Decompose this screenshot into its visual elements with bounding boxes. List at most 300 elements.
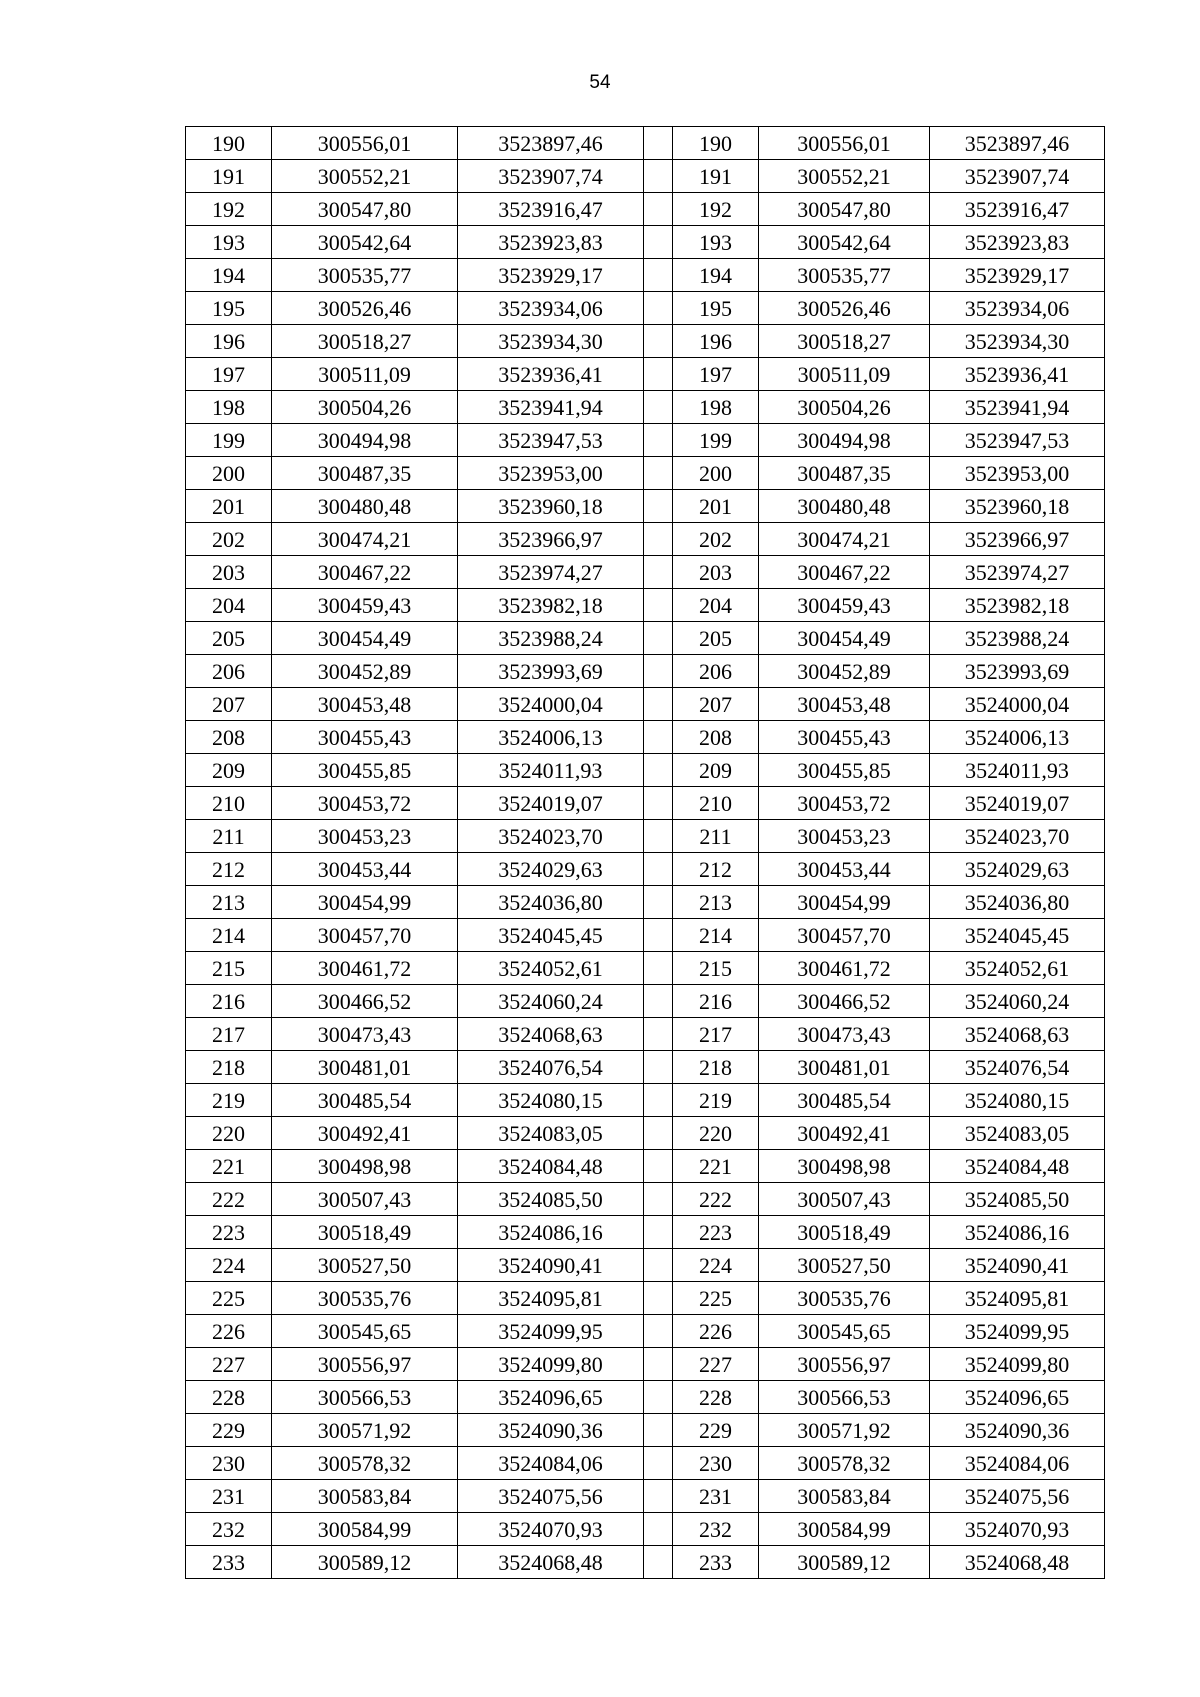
point-number-cell: 210 (673, 787, 759, 820)
y-coordinate-cell: 3524085,50 (458, 1183, 644, 1216)
point-number-cell: 200 (673, 457, 759, 490)
x-coordinate-cell: 300455,43 (759, 721, 930, 754)
empty-separator-cell (644, 886, 673, 919)
point-number-cell: 228 (673, 1381, 759, 1414)
empty-separator-cell (644, 1150, 673, 1183)
empty-separator-cell (644, 688, 673, 721)
x-coordinate-cell: 300454,99 (272, 886, 458, 919)
table-row (186, 622, 1105, 655)
y-coordinate-cell: 3524075,56 (930, 1480, 1105, 1513)
y-coordinate-cell: 3524086,16 (930, 1216, 1105, 1249)
y-coordinate-cell: 3523974,27 (458, 556, 644, 589)
point-number-cell: 232 (673, 1513, 759, 1546)
point-number-cell: 233 (673, 1546, 759, 1579)
x-coordinate-cell: 300518,27 (759, 325, 930, 358)
table-row (186, 193, 1105, 226)
table-row (186, 325, 1105, 358)
y-coordinate-cell: 3524086,16 (458, 1216, 644, 1249)
table-row (186, 424, 1105, 457)
coordinates-table (185, 126, 1105, 1579)
y-coordinate-cell: 3524006,13 (458, 721, 644, 754)
table-row (186, 952, 1105, 985)
empty-separator-cell (644, 1084, 673, 1117)
y-coordinate-cell: 3524070,93 (930, 1513, 1105, 1546)
point-number-cell: 208 (673, 721, 759, 754)
y-coordinate-cell: 3523960,18 (458, 490, 644, 523)
y-coordinate-cell: 3523947,53 (930, 424, 1105, 457)
table-row (186, 160, 1105, 193)
point-number-cell: 228 (186, 1381, 272, 1414)
table-row (186, 490, 1105, 523)
x-coordinate-cell: 300547,80 (759, 193, 930, 226)
y-coordinate-cell: 3523988,24 (930, 622, 1105, 655)
y-coordinate-cell: 3524011,93 (930, 754, 1105, 787)
x-coordinate-cell: 300578,32 (759, 1447, 930, 1480)
x-coordinate-cell: 300485,54 (759, 1084, 930, 1117)
point-number-cell: 221 (673, 1150, 759, 1183)
empty-separator-cell (644, 1018, 673, 1051)
point-number-cell: 226 (673, 1315, 759, 1348)
empty-separator-cell (644, 490, 673, 523)
x-coordinate-cell: 300589,12 (272, 1546, 458, 1579)
y-coordinate-cell: 3523916,47 (458, 193, 644, 226)
table-row (186, 391, 1105, 424)
x-coordinate-cell: 300457,70 (272, 919, 458, 952)
y-coordinate-cell: 3524076,54 (930, 1051, 1105, 1084)
y-coordinate-cell: 3523966,97 (458, 523, 644, 556)
empty-separator-cell (644, 1381, 673, 1414)
x-coordinate-cell: 300556,01 (759, 127, 930, 160)
y-coordinate-cell: 3524068,63 (930, 1018, 1105, 1051)
point-number-cell: 194 (673, 259, 759, 292)
empty-separator-cell (644, 1117, 673, 1150)
x-coordinate-cell: 300498,98 (272, 1150, 458, 1183)
point-number-cell: 220 (673, 1117, 759, 1150)
empty-separator-cell (644, 292, 673, 325)
point-number-cell: 207 (186, 688, 272, 721)
y-coordinate-cell: 3524023,70 (930, 820, 1105, 853)
y-coordinate-cell: 3523923,83 (458, 226, 644, 259)
table-row (186, 1249, 1105, 1282)
x-coordinate-cell: 300526,46 (759, 292, 930, 325)
point-number-cell: 229 (673, 1414, 759, 1447)
table-row (186, 523, 1105, 556)
table-row (186, 853, 1105, 886)
point-number-cell: 191 (673, 160, 759, 193)
point-number-cell: 214 (186, 919, 272, 952)
point-number-cell: 205 (186, 622, 272, 655)
y-coordinate-cell: 3524045,45 (458, 919, 644, 952)
point-number-cell: 217 (186, 1018, 272, 1051)
x-coordinate-cell: 300545,65 (272, 1315, 458, 1348)
point-number-cell: 209 (186, 754, 272, 787)
x-coordinate-cell: 300535,76 (759, 1282, 930, 1315)
x-coordinate-cell: 300552,21 (759, 160, 930, 193)
y-coordinate-cell: 3524099,80 (930, 1348, 1105, 1381)
y-coordinate-cell: 3524096,65 (930, 1381, 1105, 1414)
y-coordinate-cell: 3524045,45 (930, 919, 1105, 952)
point-number-cell: 231 (186, 1480, 272, 1513)
point-number-cell: 214 (673, 919, 759, 952)
x-coordinate-cell: 300542,64 (759, 226, 930, 259)
y-coordinate-cell: 3523966,97 (930, 523, 1105, 556)
table-row (186, 721, 1105, 754)
x-coordinate-cell: 300473,43 (759, 1018, 930, 1051)
x-coordinate-cell: 300507,43 (272, 1183, 458, 1216)
y-coordinate-cell: 3523897,46 (930, 127, 1105, 160)
point-number-cell: 217 (673, 1018, 759, 1051)
point-number-cell: 218 (186, 1051, 272, 1084)
empty-separator-cell (644, 589, 673, 622)
empty-separator-cell (644, 1513, 673, 1546)
point-number-cell: 191 (186, 160, 272, 193)
point-number-cell: 215 (673, 952, 759, 985)
x-coordinate-cell: 300518,27 (272, 325, 458, 358)
x-coordinate-cell: 300556,97 (759, 1348, 930, 1381)
point-number-cell: 210 (186, 787, 272, 820)
empty-separator-cell (644, 1546, 673, 1579)
y-coordinate-cell: 3524036,80 (458, 886, 644, 919)
x-coordinate-cell: 300461,72 (759, 952, 930, 985)
point-number-cell: 205 (673, 622, 759, 655)
y-coordinate-cell: 3524083,05 (458, 1117, 644, 1150)
x-coordinate-cell: 300498,98 (759, 1150, 930, 1183)
point-number-cell: 223 (673, 1216, 759, 1249)
empty-separator-cell (644, 622, 673, 655)
y-coordinate-cell: 3524084,48 (930, 1150, 1105, 1183)
x-coordinate-cell: 300527,50 (272, 1249, 458, 1282)
x-coordinate-cell: 300466,52 (272, 985, 458, 1018)
x-coordinate-cell: 300556,97 (272, 1348, 458, 1381)
point-number-cell: 232 (186, 1513, 272, 1546)
y-coordinate-cell: 3524070,93 (458, 1513, 644, 1546)
x-coordinate-cell: 300466,52 (759, 985, 930, 1018)
point-number-cell: 215 (186, 952, 272, 985)
table-row (186, 589, 1105, 622)
y-coordinate-cell: 3524036,80 (930, 886, 1105, 919)
y-coordinate-cell: 3523936,41 (458, 358, 644, 391)
y-coordinate-cell: 3523934,30 (458, 325, 644, 358)
point-number-cell: 207 (673, 688, 759, 721)
table-row (186, 259, 1105, 292)
x-coordinate-cell: 300455,85 (272, 754, 458, 787)
y-coordinate-cell: 3524011,93 (458, 754, 644, 787)
point-number-cell: 227 (186, 1348, 272, 1381)
point-number-cell: 229 (186, 1414, 272, 1447)
point-number-cell: 209 (673, 754, 759, 787)
y-coordinate-cell: 3523953,00 (458, 457, 644, 490)
x-coordinate-cell: 300453,72 (272, 787, 458, 820)
point-number-cell: 196 (673, 325, 759, 358)
y-coordinate-cell: 3523993,69 (458, 655, 644, 688)
point-number-cell: 230 (673, 1447, 759, 1480)
table-row (186, 1183, 1105, 1216)
x-coordinate-cell: 300452,89 (759, 655, 930, 688)
y-coordinate-cell: 3524019,07 (458, 787, 644, 820)
x-coordinate-cell: 300454,49 (272, 622, 458, 655)
x-coordinate-cell: 300453,44 (759, 853, 930, 886)
x-coordinate-cell: 300566,53 (759, 1381, 930, 1414)
empty-separator-cell (644, 919, 673, 952)
y-coordinate-cell: 3524006,13 (930, 721, 1105, 754)
empty-separator-cell (644, 952, 673, 985)
point-number-cell: 204 (186, 589, 272, 622)
table-row (186, 820, 1105, 853)
empty-separator-cell (644, 1315, 673, 1348)
point-number-cell: 194 (186, 259, 272, 292)
empty-separator-cell (644, 1282, 673, 1315)
x-coordinate-cell: 300487,35 (272, 457, 458, 490)
y-coordinate-cell: 3524052,61 (930, 952, 1105, 985)
table-row (186, 919, 1105, 952)
table-row (186, 556, 1105, 589)
x-coordinate-cell: 300452,89 (272, 655, 458, 688)
table-row (186, 1051, 1105, 1084)
y-coordinate-cell: 3524099,95 (458, 1315, 644, 1348)
empty-separator-cell (644, 1216, 673, 1249)
x-coordinate-cell: 300492,41 (759, 1117, 930, 1150)
y-coordinate-cell: 3523907,74 (930, 160, 1105, 193)
y-coordinate-cell: 3524099,95 (930, 1315, 1105, 1348)
empty-separator-cell (644, 820, 673, 853)
empty-separator-cell (644, 457, 673, 490)
x-coordinate-cell: 300467,22 (759, 556, 930, 589)
x-coordinate-cell: 300453,48 (759, 688, 930, 721)
point-number-cell: 197 (673, 358, 759, 391)
y-coordinate-cell: 3523988,24 (458, 622, 644, 655)
x-coordinate-cell: 300461,72 (272, 952, 458, 985)
empty-separator-cell (644, 1249, 673, 1282)
empty-separator-cell (644, 1051, 673, 1084)
point-number-cell: 208 (186, 721, 272, 754)
point-number-cell: 199 (673, 424, 759, 457)
y-coordinate-cell: 3523960,18 (930, 490, 1105, 523)
empty-separator-cell (644, 556, 673, 589)
x-coordinate-cell: 300480,48 (759, 490, 930, 523)
table-row (186, 358, 1105, 391)
y-coordinate-cell: 3524083,05 (930, 1117, 1105, 1150)
point-number-cell: 226 (186, 1315, 272, 1348)
x-coordinate-cell: 300474,21 (759, 523, 930, 556)
x-coordinate-cell: 300552,21 (272, 160, 458, 193)
y-coordinate-cell: 3524084,06 (930, 1447, 1105, 1480)
table-row (186, 1348, 1105, 1381)
empty-separator-cell (644, 853, 673, 886)
point-number-cell: 200 (186, 457, 272, 490)
y-coordinate-cell: 3524068,63 (458, 1018, 644, 1051)
y-coordinate-cell: 3523941,94 (458, 391, 644, 424)
x-coordinate-cell: 300542,64 (272, 226, 458, 259)
point-number-cell: 224 (673, 1249, 759, 1282)
point-number-cell: 201 (186, 490, 272, 523)
point-number-cell: 211 (186, 820, 272, 853)
x-coordinate-cell: 300459,43 (759, 589, 930, 622)
y-coordinate-cell: 3524096,65 (458, 1381, 644, 1414)
x-coordinate-cell: 300589,12 (759, 1546, 930, 1579)
point-number-cell: 225 (673, 1282, 759, 1315)
point-number-cell: 204 (673, 589, 759, 622)
x-coordinate-cell: 300545,65 (759, 1315, 930, 1348)
point-number-cell: 193 (186, 226, 272, 259)
point-number-cell: 203 (186, 556, 272, 589)
point-number-cell: 212 (186, 853, 272, 886)
x-coordinate-cell: 300535,76 (272, 1282, 458, 1315)
empty-separator-cell (644, 358, 673, 391)
x-coordinate-cell: 300455,43 (272, 721, 458, 754)
point-number-cell: 211 (673, 820, 759, 853)
y-coordinate-cell: 3524084,48 (458, 1150, 644, 1183)
table-row (186, 292, 1105, 325)
table-row (186, 1381, 1105, 1414)
x-coordinate-cell: 300453,44 (272, 853, 458, 886)
page-number: 54 (589, 72, 611, 93)
point-number-cell: 198 (673, 391, 759, 424)
point-number-cell: 206 (186, 655, 272, 688)
y-coordinate-cell: 3524095,81 (930, 1282, 1105, 1315)
x-coordinate-cell: 300459,43 (272, 589, 458, 622)
table-row (186, 1414, 1105, 1447)
y-coordinate-cell: 3523934,06 (930, 292, 1105, 325)
table-row (186, 1216, 1105, 1249)
y-coordinate-cell: 3524052,61 (458, 952, 644, 985)
empty-separator-cell (644, 193, 673, 226)
point-number-cell: 219 (186, 1084, 272, 1117)
point-number-cell: 213 (186, 886, 272, 919)
point-number-cell: 216 (186, 985, 272, 1018)
y-coordinate-cell: 3524029,63 (930, 853, 1105, 886)
empty-separator-cell (644, 127, 673, 160)
x-coordinate-cell: 300511,09 (272, 358, 458, 391)
y-coordinate-cell: 3523953,00 (930, 457, 1105, 490)
empty-separator-cell (644, 424, 673, 457)
point-number-cell: 218 (673, 1051, 759, 1084)
y-coordinate-cell: 3523947,53 (458, 424, 644, 457)
x-coordinate-cell: 300571,92 (272, 1414, 458, 1447)
y-coordinate-cell: 3524019,07 (930, 787, 1105, 820)
x-coordinate-cell: 300481,01 (759, 1051, 930, 1084)
empty-separator-cell (644, 1348, 673, 1381)
x-coordinate-cell: 300473,43 (272, 1018, 458, 1051)
table-row (186, 226, 1105, 259)
x-coordinate-cell: 300474,21 (272, 523, 458, 556)
x-coordinate-cell: 300511,09 (759, 358, 930, 391)
y-coordinate-cell: 3524068,48 (930, 1546, 1105, 1579)
y-coordinate-cell: 3524068,48 (458, 1546, 644, 1579)
point-number-cell: 231 (673, 1480, 759, 1513)
y-coordinate-cell: 3524090,36 (930, 1414, 1105, 1447)
empty-separator-cell (644, 391, 673, 424)
x-coordinate-cell: 300527,50 (759, 1249, 930, 1282)
point-number-cell: 216 (673, 985, 759, 1018)
x-coordinate-cell: 300467,22 (272, 556, 458, 589)
point-number-cell: 193 (673, 226, 759, 259)
point-number-cell: 190 (186, 127, 272, 160)
x-coordinate-cell: 300453,23 (272, 820, 458, 853)
point-number-cell: 203 (673, 556, 759, 589)
y-coordinate-cell: 3524085,50 (930, 1183, 1105, 1216)
y-coordinate-cell: 3524023,70 (458, 820, 644, 853)
x-coordinate-cell: 300454,99 (759, 886, 930, 919)
point-number-cell: 227 (673, 1348, 759, 1381)
y-coordinate-cell: 3524060,24 (930, 985, 1105, 1018)
y-coordinate-cell: 3523929,17 (930, 259, 1105, 292)
point-number-cell: 230 (186, 1447, 272, 1480)
point-number-cell: 202 (186, 523, 272, 556)
point-number-cell: 224 (186, 1249, 272, 1282)
point-number-cell: 206 (673, 655, 759, 688)
point-number-cell: 199 (186, 424, 272, 457)
x-coordinate-cell: 300454,49 (759, 622, 930, 655)
empty-separator-cell (644, 226, 673, 259)
x-coordinate-cell: 300494,98 (759, 424, 930, 457)
x-coordinate-cell: 300494,98 (272, 424, 458, 457)
table-row (186, 985, 1105, 1018)
table-row (186, 1546, 1105, 1579)
point-number-cell: 233 (186, 1546, 272, 1579)
table-row (186, 1084, 1105, 1117)
x-coordinate-cell: 300518,49 (272, 1216, 458, 1249)
empty-separator-cell (644, 721, 673, 754)
point-number-cell: 212 (673, 853, 759, 886)
y-coordinate-cell: 3524090,41 (930, 1249, 1105, 1282)
x-coordinate-cell: 300453,72 (759, 787, 930, 820)
x-coordinate-cell: 300507,43 (759, 1183, 930, 1216)
empty-separator-cell (644, 325, 673, 358)
table-row (186, 1513, 1105, 1546)
y-coordinate-cell: 3523934,06 (458, 292, 644, 325)
point-number-cell: 220 (186, 1117, 272, 1150)
y-coordinate-cell: 3524000,04 (930, 688, 1105, 721)
point-number-cell: 190 (673, 127, 759, 160)
y-coordinate-cell: 3524095,81 (458, 1282, 644, 1315)
y-coordinate-cell: 3524080,15 (458, 1084, 644, 1117)
x-coordinate-cell: 300583,84 (272, 1480, 458, 1513)
empty-separator-cell (644, 985, 673, 1018)
point-number-cell: 225 (186, 1282, 272, 1315)
empty-separator-cell (644, 1480, 673, 1513)
table-row (186, 1282, 1105, 1315)
empty-separator-cell (644, 787, 673, 820)
x-coordinate-cell: 300457,70 (759, 919, 930, 952)
y-coordinate-cell: 3524080,15 (930, 1084, 1105, 1117)
y-coordinate-cell: 3523982,18 (930, 589, 1105, 622)
y-coordinate-cell: 3524075,56 (458, 1480, 644, 1513)
x-coordinate-cell: 300526,46 (272, 292, 458, 325)
table-row (186, 787, 1105, 820)
table-row (186, 886, 1105, 919)
point-number-cell: 198 (186, 391, 272, 424)
x-coordinate-cell: 300584,99 (272, 1513, 458, 1546)
x-coordinate-cell: 300547,80 (272, 193, 458, 226)
empty-separator-cell (644, 1183, 673, 1216)
table-row (186, 1447, 1105, 1480)
y-coordinate-cell: 3523941,94 (930, 391, 1105, 424)
y-coordinate-cell: 3524029,63 (458, 853, 644, 886)
table-row (186, 127, 1105, 160)
point-number-cell: 196 (186, 325, 272, 358)
point-number-cell: 213 (673, 886, 759, 919)
x-coordinate-cell: 300584,99 (759, 1513, 930, 1546)
x-coordinate-cell: 300535,77 (272, 259, 458, 292)
point-number-cell: 221 (186, 1150, 272, 1183)
y-coordinate-cell: 3524076,54 (458, 1051, 644, 1084)
x-coordinate-cell: 300556,01 (272, 127, 458, 160)
point-number-cell: 195 (186, 292, 272, 325)
table-row (186, 1315, 1105, 1348)
y-coordinate-cell: 3524084,06 (458, 1447, 644, 1480)
x-coordinate-cell: 300535,77 (759, 259, 930, 292)
y-coordinate-cell: 3524060,24 (458, 985, 644, 1018)
